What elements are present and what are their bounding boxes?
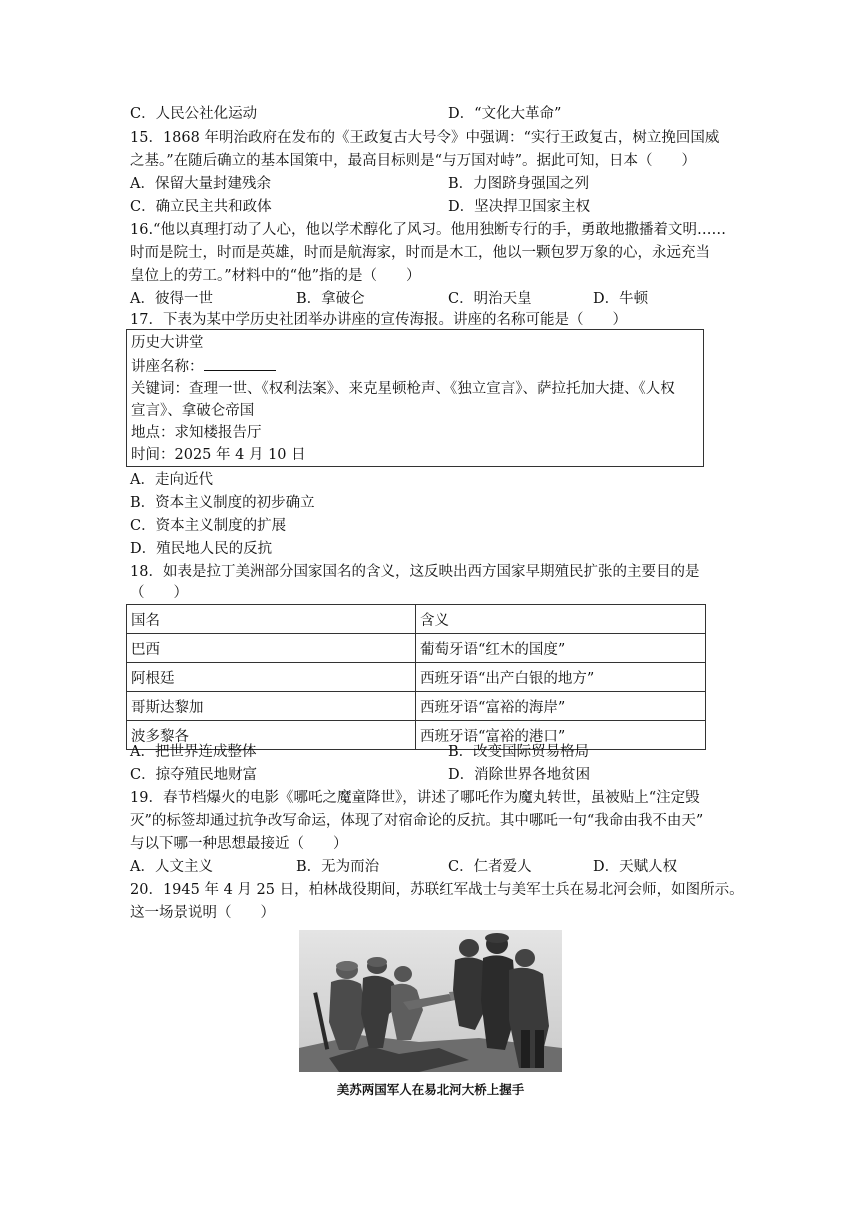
q14-option-c: C．人民公社化运动: [130, 106, 258, 122]
q19-option-d: D．天赋人权: [593, 859, 678, 875]
q15-stem-line2: 之基。”在随后确立的基本国策中，最高目标则是“与万国对峙”。据此可知，日本（ ）: [130, 153, 696, 169]
q17-stem: 17．下表为某中学历史社团举办讲座的宣传海报。讲座的名称可能是（ ）: [130, 312, 627, 328]
q18-stem-line2: （ ）: [130, 585, 188, 601]
table-row: [127, 634, 706, 663]
poster-place: 地点：求知楼报告厅: [131, 425, 262, 441]
country-name-table: [126, 604, 706, 750]
poster-time: 时间：2025 年 4 月 10 日: [131, 447, 306, 463]
table-header-cell: 含义: [416, 605, 706, 634]
q16-option-a: A．彼得一世: [130, 291, 213, 307]
q18-option-c: C．掠夺殖民地财富: [130, 767, 258, 783]
q17-option-c: C．资本主义制度的扩展: [130, 518, 287, 534]
lecture-poster: [126, 329, 704, 467]
q14-option-d: D．“文化大革命”: [448, 106, 562, 122]
table-row: [127, 663, 706, 692]
table-header-cell: 国名: [127, 605, 416, 634]
table-cell: 葡萄牙语“红木的国度”: [416, 634, 706, 663]
table-cell: 阿根廷: [127, 663, 416, 692]
q15-option-c: C．确立民主共和政体: [130, 199, 272, 215]
poster-keywords-line1: 关键词：查理一世、《权利法案》、来克星顿枪声、《独立宣言》、萨拉托加大捷、《人权: [131, 381, 675, 397]
table-cell: 西班牙语“富裕的港口”: [416, 721, 706, 750]
elbe-handshake-photo: [299, 930, 562, 1072]
q19-stem-line1: 19．春节档爆火的电影《哪吒之魔童降世》，讲述了哪吒作为魔丸转世，虽被贴上“注定毁: [130, 790, 700, 806]
q17-option-b: B．资本主义制度的初步确立: [130, 495, 315, 511]
table-header-row: [127, 605, 706, 634]
q15-stem-line1: 15．1868 年明治政府在发布的《王政复古大号令》中强调：“实行王政复古，树立挽回国威: [130, 130, 720, 146]
q19-stem-line3: 与以下哪一种思想最接近（ ）: [130, 836, 348, 852]
q20-stem-line2: 这一场景说明（ ）: [130, 905, 275, 921]
q19-option-c: C．仁者爱人: [448, 859, 532, 875]
table-cell: 西班牙语“富裕的海岸”: [416, 692, 706, 721]
q17-option-d: D．殖民地人民的反抗: [130, 541, 273, 557]
poster-title: 历史大讲堂: [131, 335, 204, 351]
poster-keywords-line2: 宣言》、拿破仑帝国: [131, 403, 255, 419]
q16-stem-line3: 皇位上的劳工。”材料中的“他”指的是（ ）: [130, 268, 421, 284]
q19-stem-line2: 灭”的标签却通过抗争改写命运，体现了对宿命论的反抗。其中哪吒一句“我命由我不由天”: [130, 813, 704, 829]
q16-stem-line2: 时而是院士，时而是英雄，时而是航海家，时而是木工，他以一颗包罗万象的心，永远充当: [130, 245, 710, 261]
table-cell: 巴西: [127, 634, 416, 663]
q15-option-a: A．保留大量封建残余: [130, 176, 271, 192]
q20-stem-line1: 20．1945 年 4 月 25 日，柏林战役期间，苏联红军战士与美军士兵在易北河会师，如图所示。: [130, 882, 744, 898]
poster-name-row: [131, 355, 276, 377]
q15-option-b: B．力图跻身强国之列: [448, 176, 590, 192]
table-cell: 西班牙语“出产白银的地方”: [416, 663, 706, 692]
q16-stem-line1: 16.“他以真理打动了人心，他以学术醇化了风习。他用独断专行的手，勇敢地撒播着文明……: [130, 222, 726, 238]
table-row: [127, 692, 706, 721]
q16-option-b: B．拿破仑: [296, 291, 365, 307]
photo-caption: 美苏两国军人在易北河大桥上握手: [336, 1082, 525, 1097]
poster-name-blank: [204, 355, 276, 371]
q18-stem-line1: 18．如表是拉丁美洲部分国家国名的含义，这反映出西方国家早期殖民扩张的主要目的是: [130, 564, 700, 580]
poster-name-label: 讲座名称：: [131, 359, 204, 375]
q17-option-a: A．走向近代: [130, 472, 213, 488]
q19-option-b: B．无为而治: [296, 859, 380, 875]
table-cell: 波多黎各: [127, 721, 416, 750]
q18-option-b: B．改变国际贸易格局: [448, 744, 590, 760]
q19-option-a: A．人文主义: [130, 859, 213, 875]
table-cell: 哥斯达黎加: [127, 692, 416, 721]
q16-option-d: D．牛顿: [593, 291, 649, 307]
q16-option-c: C．明治天皇: [448, 291, 532, 307]
q15-option-d: D．坚决捍卫国家主权: [448, 199, 591, 215]
q18-option-a: A．把世界连成整体: [130, 744, 257, 760]
q18-option-d: D．消除世界各地贫困: [448, 767, 591, 783]
